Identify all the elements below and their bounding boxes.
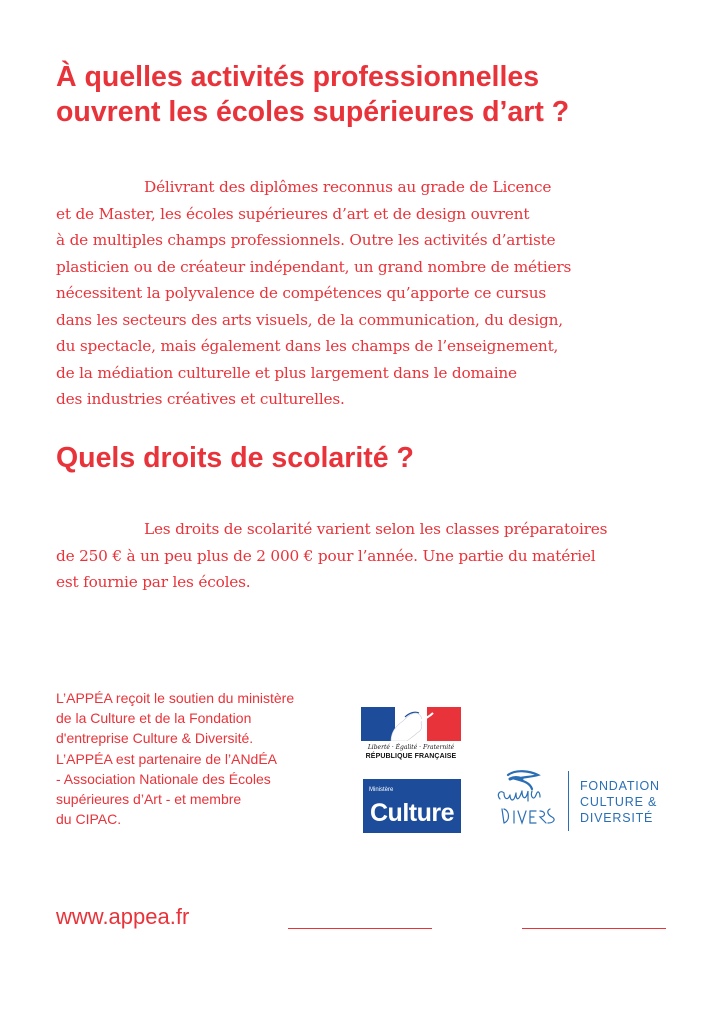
marianne-flag-icon <box>361 707 461 741</box>
paragraph-line: du spectacle, mais également dans les champs de l’enseignement, <box>56 337 559 355</box>
section2-title <box>56 441 414 476</box>
support-line: - Association Nationale des Écoles <box>56 770 271 787</box>
footer-divider-left <box>288 928 432 929</box>
paragraph-line: plasticien ou de créateur indépendant, un grand nombre de métiers <box>56 257 572 276</box>
paragraph-line: nécessitent la polyvalence de compétences qu’apporte ce cursus <box>56 284 547 302</box>
support-line: L’APPÉA est partenaire de l’ANdÉA <box>56 750 278 767</box>
section2-paragraph <box>56 516 607 596</box>
paragraph-line: Les droits de scolarité varient selon les classes préparatoires <box>144 520 608 538</box>
paragraph-line: de 250 € à un peu plus de 2 000 € pour l’année. Une partie du matériel <box>56 546 596 565</box>
website-link[interactable]: www.appea.fr <box>56 904 190 929</box>
paragraph-line: est fournie par les écoles. <box>56 573 251 591</box>
support-line: d'entreprise Culture & Diversité. <box>56 730 254 747</box>
section1-title <box>56 60 569 130</box>
paragraph-line: et de Master, les écoles supérieures d’art et de design ouvrent <box>56 204 530 223</box>
paragraph-line: dans les secteurs des arts visuels, de la communication, du design, <box>56 310 563 329</box>
rf-name: RÉPUBLIQUE FRANÇAISE <box>365 753 457 760</box>
section1-title-line: À quelles activités professionnelles <box>56 61 540 93</box>
fondation-line: DIVERSITÉ <box>580 811 654 825</box>
fondation-line: CULTURE & <box>580 795 658 809</box>
fondation-handwriting-icon <box>494 767 560 835</box>
support-text <box>56 688 294 829</box>
fondation-line: FONDATION <box>580 779 660 793</box>
paragraph-line: des industries créatives et culturelles. <box>56 390 345 408</box>
rf-motto: Liberté · Égalité · Fraternité <box>367 744 455 751</box>
section2-title-text: Quels droits de scolarité ? <box>56 442 414 474</box>
paragraph-line: de la médiation culturelle et plus largement dans le domaine <box>56 363 517 382</box>
footer-divider-right <box>522 928 666 929</box>
culture-big-label: Culture <box>370 799 454 827</box>
support-line: supérieures d’Art - et membre <box>56 791 242 808</box>
paragraph-line: Délivrant des diplômes reconnus au grade de Licence <box>144 178 552 196</box>
support-line: de la Culture et de la Fondation <box>56 710 252 727</box>
fondation-separator <box>568 771 569 831</box>
support-line: L’APPÉA reçoit le soutien du ministère <box>56 690 295 706</box>
paragraph-line: à de multiples champs professionnels. Outre les activités d’artiste <box>56 231 556 249</box>
section1-title-line: ouvrent les écoles supérieures d’art ? <box>56 96 570 128</box>
ministere-culture-logo <box>363 779 461 833</box>
republique-francaise-logo <box>361 707 461 760</box>
culture-small-label: Ministère <box>369 787 394 793</box>
fondation-text <box>580 778 660 826</box>
support-line: du CIPAC. <box>56 811 122 828</box>
section1-paragraph <box>56 174 571 413</box>
